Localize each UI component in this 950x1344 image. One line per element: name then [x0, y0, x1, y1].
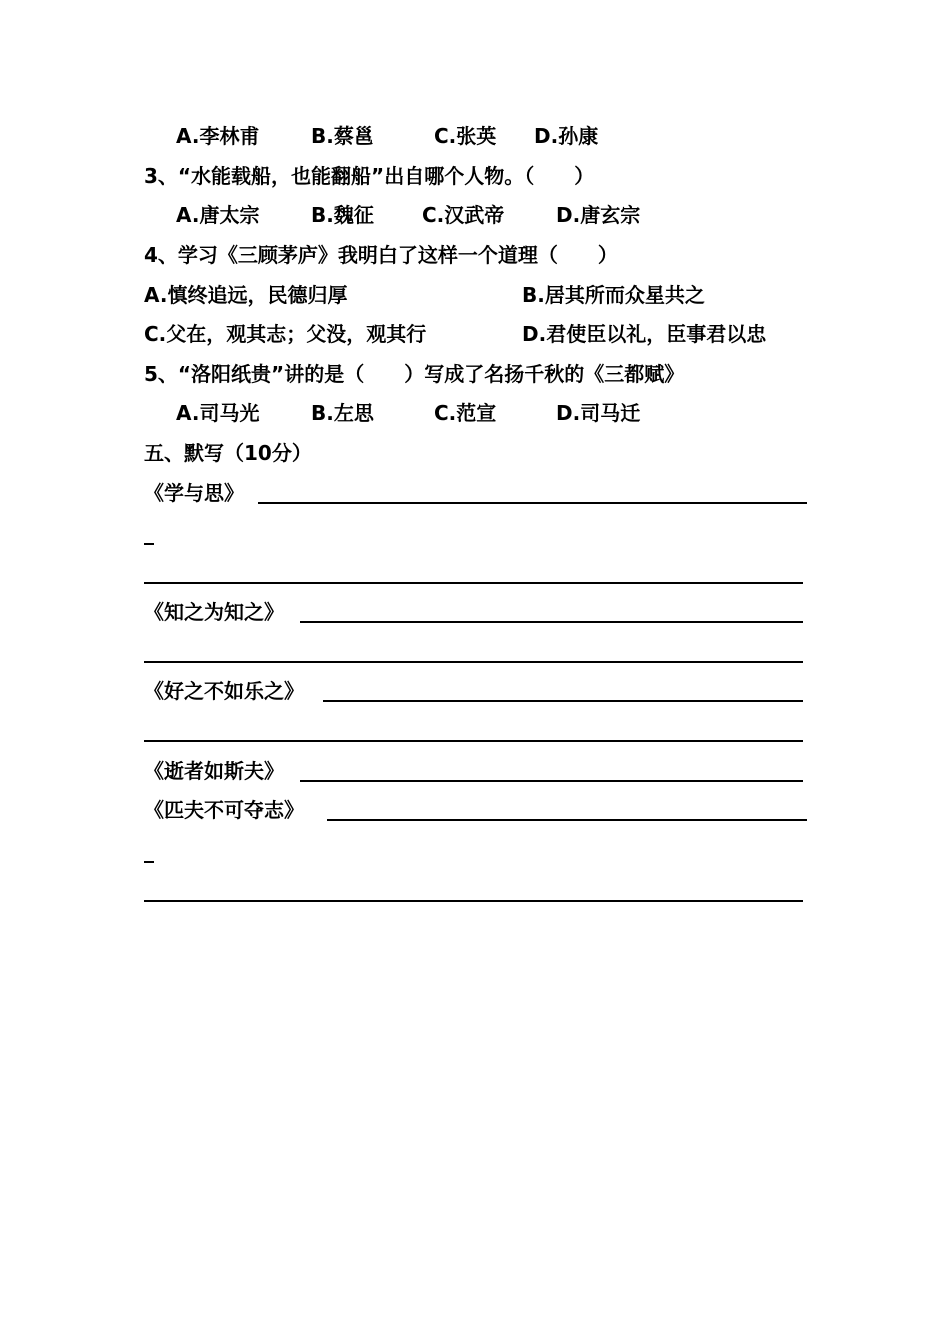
q2-option-d[interactable]: D.孙康 [534, 124, 599, 148]
q5-option-b[interactable]: B.左思 [311, 401, 374, 425]
dictation-answer-line[interactable] [327, 819, 807, 821]
q3-option-c[interactable]: C.汉武帝 [422, 203, 505, 227]
q4-option-a[interactable]: A.慎终追远，民德归厚 [144, 283, 348, 307]
q2-options-row [0, 122, 950, 150]
dictation-title-xue-yu-si: 《学与思》 [144, 481, 244, 505]
dictation-title-zhi-zhi-wei-zhi-zhi: 《知之为知之》 [144, 600, 284, 624]
dictation-answer-line[interactable] [300, 621, 803, 623]
q5-stem: 5、“洛阳纸贵”讲的是（ ）写成了名扬千秋的《三都赋》 [144, 362, 685, 386]
q2-option-c[interactable]: C.张英 [434, 124, 497, 148]
q4-options-row-2 [0, 320, 950, 348]
q4-option-d[interactable]: D.君使臣以礼，臣事君以忠 [522, 322, 767, 346]
q3-stem: 3、“水能载船，也能翻船”出自哪个人物。（ ） [144, 164, 595, 188]
q2-option-b[interactable]: B.蔡邕 [311, 124, 374, 148]
line-continuation-mark [144, 861, 154, 863]
q3-option-a[interactable]: A.唐太宗 [176, 203, 260, 227]
q3-option-d[interactable]: D.唐玄宗 [556, 203, 641, 227]
q5-option-a[interactable]: A.司马光 [176, 401, 260, 425]
q5-options-row [0, 399, 950, 427]
section-5-title: 五、默写（10分） [144, 441, 312, 465]
dictation-title-hao-zhi-bu-ru-le-zhi: 《好之不如乐之》 [144, 679, 304, 703]
dictation-answer-line[interactable] [323, 700, 803, 702]
dictation-title-shi-zhe-ru-si-fu: 《逝者如斯夫》 [144, 759, 284, 783]
dictation-answer-line[interactable] [144, 740, 803, 742]
dictation-title-pi-fu-bu-ke-duo-zhi: 《匹夫不可夺志》 [144, 798, 304, 822]
q4-options-row-1 [0, 281, 950, 309]
q4-option-b[interactable]: B.居其所而众星共之 [522, 283, 705, 307]
q3-option-b[interactable]: B.魏征 [311, 203, 374, 227]
q4-stem: 4、学习《三顾茅庐》我明白了这样一个道理（ ） [144, 243, 618, 267]
line-continuation-mark [144, 543, 154, 545]
q2-option-a[interactable]: A.李林甫 [176, 124, 260, 148]
dictation-answer-line[interactable] [144, 661, 803, 663]
dictation-answer-line[interactable] [144, 582, 803, 584]
q4-option-c[interactable]: C.父在，观其志；父没，观其行 [144, 322, 427, 346]
dictation-answer-line[interactable] [300, 780, 803, 782]
dictation-answer-line[interactable] [258, 502, 807, 504]
dictation-answer-line[interactable] [144, 900, 803, 902]
q5-option-d[interactable]: D.司马迁 [556, 401, 641, 425]
q3-options-row [0, 201, 950, 229]
q5-option-c[interactable]: C.范宣 [434, 401, 497, 425]
